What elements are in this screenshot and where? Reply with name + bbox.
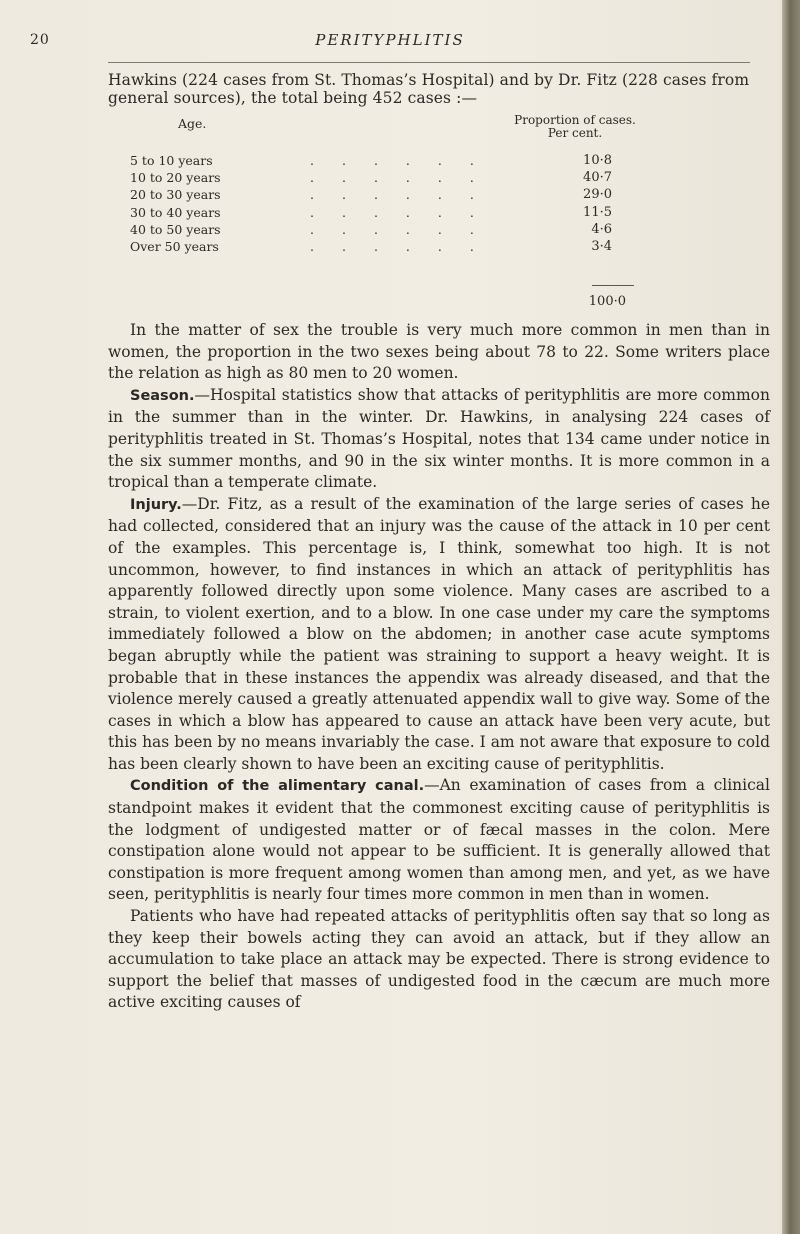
table-row — [130, 221, 650, 238]
header-rule — [108, 62, 750, 63]
section-heading-injury: Injury. — [130, 496, 182, 513]
page-number: 20 — [30, 32, 50, 48]
percent-value: 29·0 — [583, 187, 612, 203]
age-range: 5 to 10 years — [130, 153, 213, 168]
section-heading-condition: Condition of the alimentary canal. — [130, 778, 425, 795]
percent-value: 11·5 — [583, 204, 612, 220]
leader-dots: ...... — [310, 238, 502, 254]
age-range: Over 50 years — [130, 238, 219, 254]
paragraph-condition — [108, 775, 770, 906]
leader-dots: ...... — [310, 221, 502, 237]
section-heading-season: Season. — [130, 387, 195, 404]
total-value: 100·0 — [588, 294, 626, 309]
paragraph-injury — [108, 494, 770, 776]
leader-dots: ...... — [310, 170, 502, 186]
age-column-header: Age. — [178, 116, 207, 131]
page-binding-edge — [782, 0, 800, 1234]
season-text: —Hospital statistics show that attacks of perityphlitis are more common in the summer than in the winter. Dr. Hawkins, in analysing 224 cases of perityphlitis treated in St. Thomas’s Hospital, notes that 134 came under notice in the six summer months, and 90 in the six winter months. It is more common in a tropical than a temperate climate. — [108, 385, 770, 492]
paragraph-sex: In the matter of sex the trouble is very much more common in men than in women, the proportion in the two sexes being about 78 to 22. Some writers place the relation as high as 80 men to 20 women. — [108, 321, 770, 383]
leader-dots: ...... — [310, 187, 502, 203]
percent-value: 3·4 — [591, 238, 612, 254]
age-range: 10 to 20 years — [130, 170, 221, 186]
table-row — [130, 186, 650, 203]
running-title: PERITYPHLITIS — [315, 31, 465, 49]
age-range: 30 to 40 years — [130, 204, 221, 220]
table-rows — [130, 152, 650, 255]
table-row — [130, 204, 650, 221]
total-rule — [592, 285, 634, 286]
percent-value: 40·7 — [583, 170, 612, 186]
age-range: 40 to 50 years — [130, 221, 221, 237]
proportion-column-header — [500, 114, 650, 140]
proportion-header-label: Proportion of cases. — [514, 113, 636, 127]
percent-header-label: Per cent. — [547, 126, 603, 140]
percent-value: 10·8 — [583, 153, 612, 168]
paragraph-season — [108, 385, 770, 494]
body-text — [108, 320, 770, 1014]
leader-dots: ...... — [310, 204, 502, 220]
table-row — [130, 152, 650, 169]
paragraph-patients: Patients who have had repeated attacks of perityphlitis often say that so long as they keep their bowels acting they can avoid an attack, but if they allow an accumulation to take place an attack may be expected. There is strong evidence to support the belief that masses of undigested food in the cæcum are much more active exciting causes of — [108, 907, 770, 1012]
age-range: 20 to 30 years — [130, 187, 221, 203]
condition-text: —An examination of cases from a clinical standpoint makes it evident that the commonest exciting cause of perityphlitis is the lodgment of undigested matter or of fæcal masses in the colon. Mere constipation alone would not appear to be sufficient. It is generally allowed that constipation is more frequent among women than among men, and yet, as we have seen, perityphlitis is nearly four times more common in men than in women. — [108, 776, 770, 904]
percent-value: 4·6 — [591, 221, 612, 237]
table-row — [130, 169, 650, 186]
table-row — [130, 238, 650, 255]
intro-text: Hawkins (224 cases from St. Thomas’s Hospital) and by Dr. Fitz (228 cases from general sources), the total being 452 cases :— — [108, 71, 750, 107]
injury-text: —Dr. Fitz, as a result of the examination of the large series of cases he had collected, considered that an injury was the cause of the attack in 10 per cent of the examples. This percentage is, I think, somewhat too high. It is not uncommon, however, to find instances in which an attack of perityphlitis has apparently followed directly upon some violence. Many cases are ascribed to a strain, to violent exertion, and to a blow. In one case under my care the symptoms immediately followed a blow on the abdomen; in another case acute symptoms began abruptly while the patient was straining to support a heavy weight. It is probable that in these instances the appendix was already diseased, and that the violence merely caused a greatly attenuated appendix wall to give way. Some of the cases in which a blow has appeared to cause an attack have been very acute, but this has been by no means invariably the case. I am not aware that exposure to cold has been clearly shown to have been an exciting cause of perityphlitis. — [108, 494, 770, 773]
leader-dots: ...... — [310, 153, 502, 168]
page-header — [30, 24, 750, 54]
